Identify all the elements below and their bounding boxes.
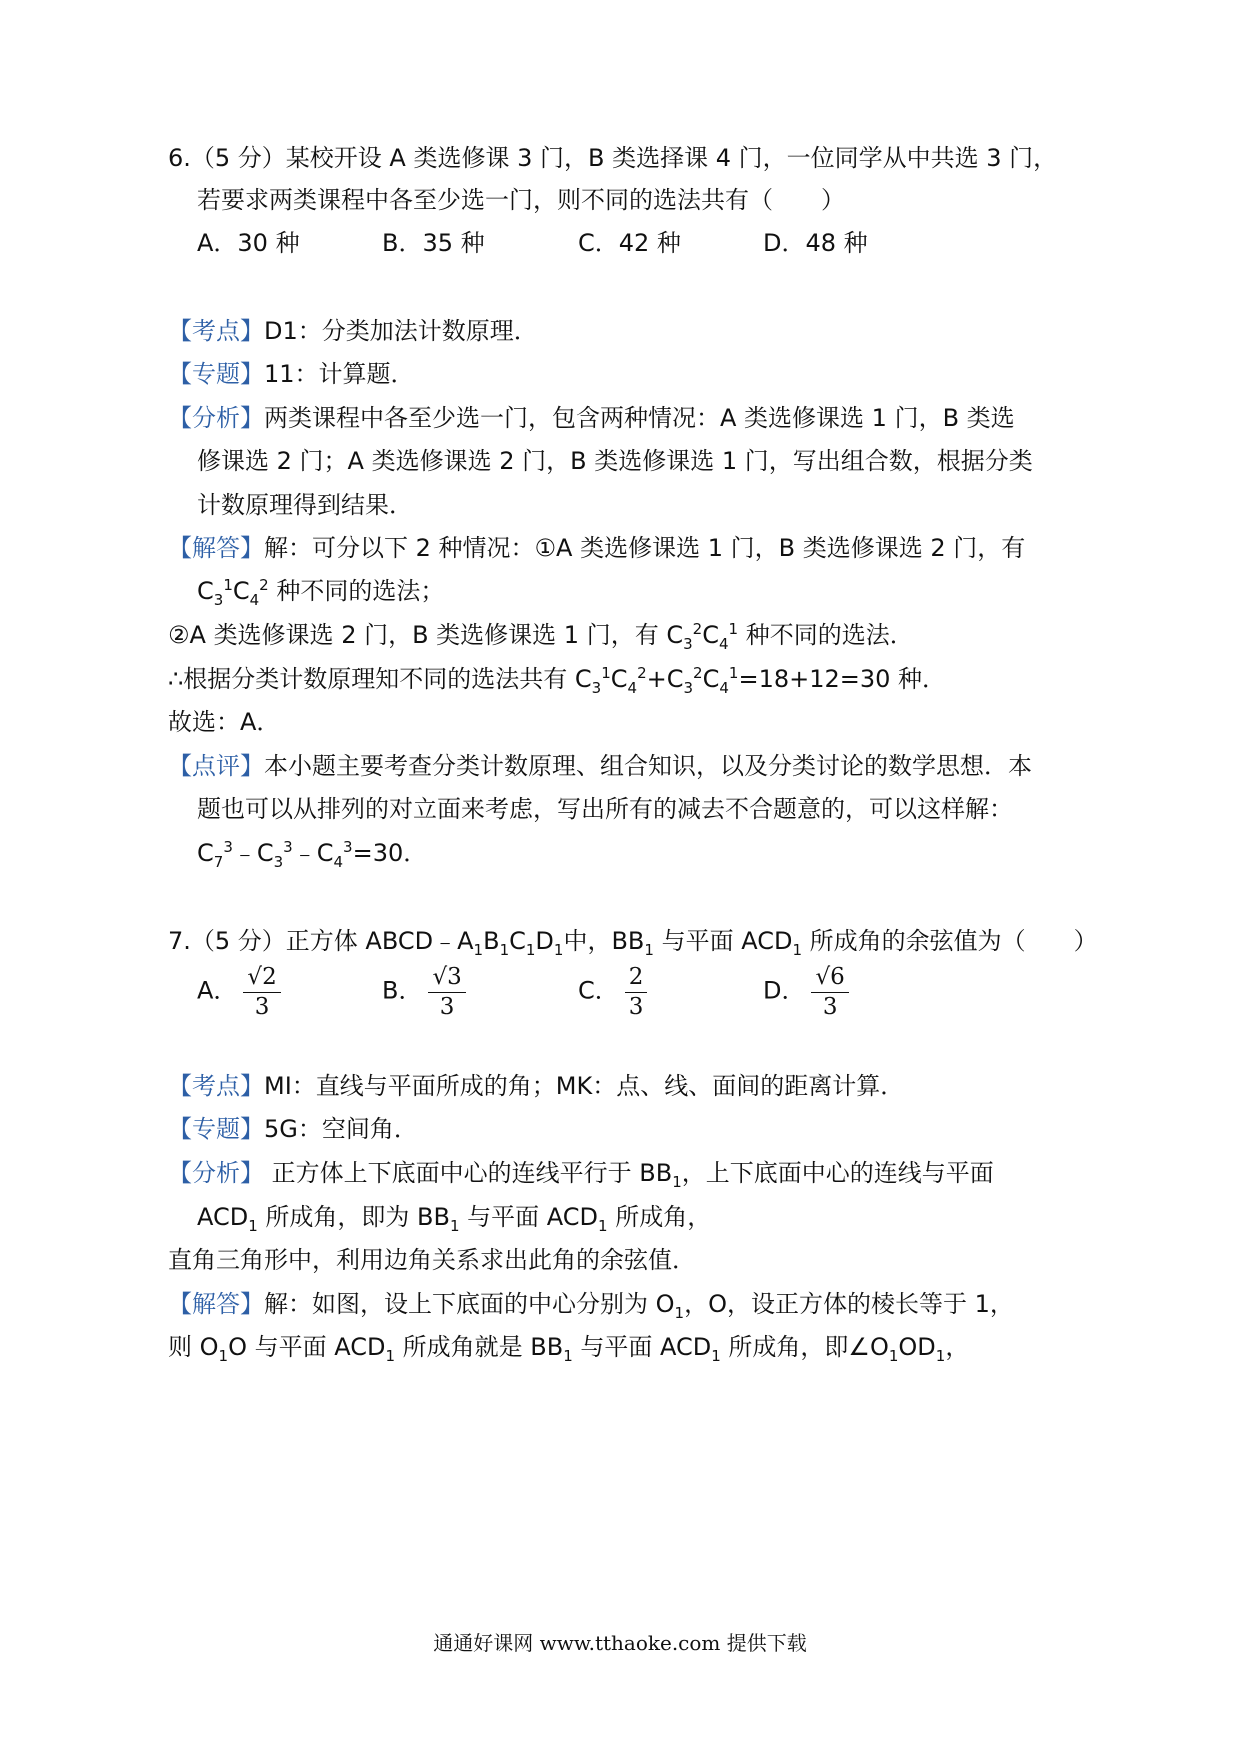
fraction-numerator: √2 (243, 962, 280, 993)
combination-difference: $C_7^3﹣C_3^3﹣C_4^3$ (197, 838, 353, 871)
jieda-l1-a: 解：如图，设上下底面的中心分别为 O (264, 1290, 675, 1318)
kaodian-tag: 【考点】 (168, 317, 264, 345)
zhuanti-tag: 【专题】 (168, 1115, 264, 1143)
dianping-line3-tail: =30． (352, 839, 428, 867)
jieda-line4-tail: =18+12=30 种． (738, 665, 947, 693)
q6-kaodian (168, 314, 538, 348)
option-label: D． (763, 976, 806, 1005)
q7-zhuanti (168, 1112, 418, 1146)
q7-fenxi-line2: $ACD_1$ 所成角，即为 $BB_1$ 与平面 $ACD_1$ 所成角， (197, 1203, 712, 1235)
q7-fenxi-line1: 【分析】 正方体上下底面中心的连线平行于 $BB_1$，上下底面中心的连线与平面 (168, 1159, 994, 1191)
fenxi-text: 两类课程中各至少选一门，包含两种情况：A 类选修课选 1 门，B 类选 (264, 404, 1015, 432)
jieda-l2-a: 则 O (168, 1333, 219, 1361)
fenxi-tag: 【分析】 (168, 1159, 264, 1187)
q6-option-c: C．42 种 (578, 229, 681, 257)
q6-stem-line2: 若要求两类课程中各至少选一门，则不同的选法共有（ ） (197, 186, 845, 214)
jieda-l1-b: ，O，设正方体的棱长等于 1， (684, 1290, 1014, 1318)
jieda-l2-e: 所成角，即∠O (720, 1333, 889, 1361)
jieda-l2-d: 与平面 ACD (572, 1333, 712, 1361)
dianping-text: 本小题主要考查分类计数原理、组合知识，以及分类讨论的数学思想．本 (264, 752, 1032, 780)
q7-stem-head: 7.（5 分）正方体 ABCD﹣A (168, 927, 474, 955)
q6-jieda-line1 (168, 531, 1025, 565)
q6-jieda-line5: 故选：A． (168, 708, 281, 736)
jieda-l2-c: 所成角就是 BB (395, 1333, 564, 1361)
option-label: C． (578, 976, 619, 1005)
kaodian-text: D1：分类加法计数原理． (264, 317, 538, 345)
fraction (811, 962, 848, 1021)
fenxi-l2-a: ACD (197, 1203, 249, 1231)
fraction-denominator: 3 (628, 994, 644, 1020)
combination-formula: $C_3^1C_4^2$ (197, 576, 269, 609)
fraction (625, 962, 648, 1021)
fenxi-tag: 【分析】 (168, 404, 264, 432)
fraction (428, 962, 465, 1021)
q6-jieda-line4 (168, 662, 946, 696)
q7-option-d (763, 962, 849, 1021)
fenxi-text-tail: ，上下底面中心的连线与平面 (681, 1159, 994, 1187)
jieda-line3-head: ②A 类选修课选 2 门，B 类选修课选 1 门，有 (168, 621, 667, 649)
q6-zhuanti (168, 357, 415, 391)
q6-dianping-line1 (168, 749, 1032, 783)
zhuanti-text: 11：计算题． (264, 360, 415, 388)
q6-fenxi-line2: 修课选 2 门；A 类选修课选 2 门，B 类选修课选 1 门，写出组合数，根据分类 (197, 447, 1033, 475)
kaodian-text: MI：直线与平面所成的角；MK：点、线、面间的距离计算． (264, 1072, 905, 1100)
q6-jieda-line3 (168, 618, 914, 652)
fraction-denominator: 3 (822, 994, 838, 1020)
fenxi-text: 正方体上下底面中心的连线平行于 BB (264, 1159, 673, 1187)
q7-option-b (382, 962, 466, 1021)
combination-formula: $C_3^2C_4^1$ (666, 620, 739, 653)
fraction-denominator: 3 (439, 994, 455, 1020)
jieda-text: 解：可分以下 2 种情况：①A 类选修课选 1 门，B 类选修课选 2 门，有 (264, 534, 1026, 562)
jieda-line3-tail: 种不同的选法． (745, 621, 914, 649)
jieda-l2-g: ， (945, 1333, 970, 1361)
q6-fenxi-line1 (168, 401, 1015, 435)
fraction-numerator: 2 (625, 962, 648, 993)
fraction-numerator: √3 (428, 962, 465, 993)
jieda-l2-b: O 与平面 ACD (228, 1333, 386, 1361)
q7-jieda-line1: 【解答】解：如图，设上下底面的中心分别为 $O_1$，O，设正方体的棱长等于 1， (168, 1290, 1014, 1322)
option-label: B． (382, 976, 423, 1005)
fenxi-l2-b: 所成角，即为 BB (257, 1203, 450, 1231)
fraction (243, 962, 280, 1021)
q6-stem-line1: 6.（5 分）某校开设 A 类选修课 3 门，B 类选择课 4 门，一位同学从中共选 3 门， (168, 144, 1058, 172)
q7-stem-tail: 所成角的余弦值为（ ） (801, 927, 1098, 955)
kaodian-tag: 【考点】 (168, 1072, 264, 1100)
q7-stem-mid2: 与平面 ACD (653, 927, 793, 955)
q7-option-a (197, 962, 281, 1021)
q7-fenxi-line3: 直角三角形中，利用边角关系求出此角的余弦值． (168, 1246, 696, 1274)
q6-jieda-line2 (197, 574, 444, 608)
option-label: A． (197, 976, 238, 1005)
q6-option-b: B．35 种 (382, 229, 485, 257)
dianping-tag: 【点评】 (168, 752, 264, 780)
q6-dianping-line2: 题也可以从排列的对立面来考虑，写出所有的减去不合题意的，可以这样解： (197, 795, 1013, 823)
jieda-tag: 【解答】 (168, 534, 264, 562)
fraction-numerator: √6 (811, 962, 848, 993)
jieda-line4-head: ∴根据分类计数原理知不同的选法共有 (168, 665, 575, 693)
q6-option-a: A．30 种 (197, 229, 300, 257)
jieda-l2-f: OD (898, 1333, 936, 1361)
q7-option-c (578, 962, 647, 1021)
q7-stem-mid: 中，BB (563, 927, 645, 955)
combination-sum: $C_3^1C_4^2+C_3^2C_4^1$ (574, 664, 739, 697)
fenxi-l2-d: 所成角， (607, 1203, 712, 1231)
q6-fenxi-line3: 计数原理得到结果． (197, 491, 413, 519)
page-footer: 通通好课网 www.tthaoke.com 提供下载 (433, 1631, 807, 1655)
fenxi-l2-c: 与平面 ACD (459, 1203, 599, 1231)
jieda-tag: 【解答】 (168, 1290, 264, 1318)
q6-dianping-line3 (197, 836, 427, 870)
jieda-line2-text: 种不同的选法； (276, 577, 445, 605)
zhuanti-tag: 【专题】 (168, 360, 264, 388)
q7-jieda-line2: 则 $O_1O$ 与平面 $ACD_1$ 所成角就是 $BB_1$ 与平面 $ACD_1$ 所成角，即$\angle O_1OD_1$， (168, 1333, 970, 1365)
fraction-denominator: 3 (254, 994, 270, 1020)
q7-stem: 7.（5 分）正方体 $ABCD﹣A_1B_1C_1D_1$中，$BB_1$ 与平面 $ACD_1$ 所成角的余弦值为（ ） (168, 927, 1098, 959)
q7-kaodian (168, 1069, 904, 1103)
q6-option-d: D．48 种 (763, 229, 868, 257)
zhuanti-text: 5G：空间角． (264, 1115, 418, 1143)
